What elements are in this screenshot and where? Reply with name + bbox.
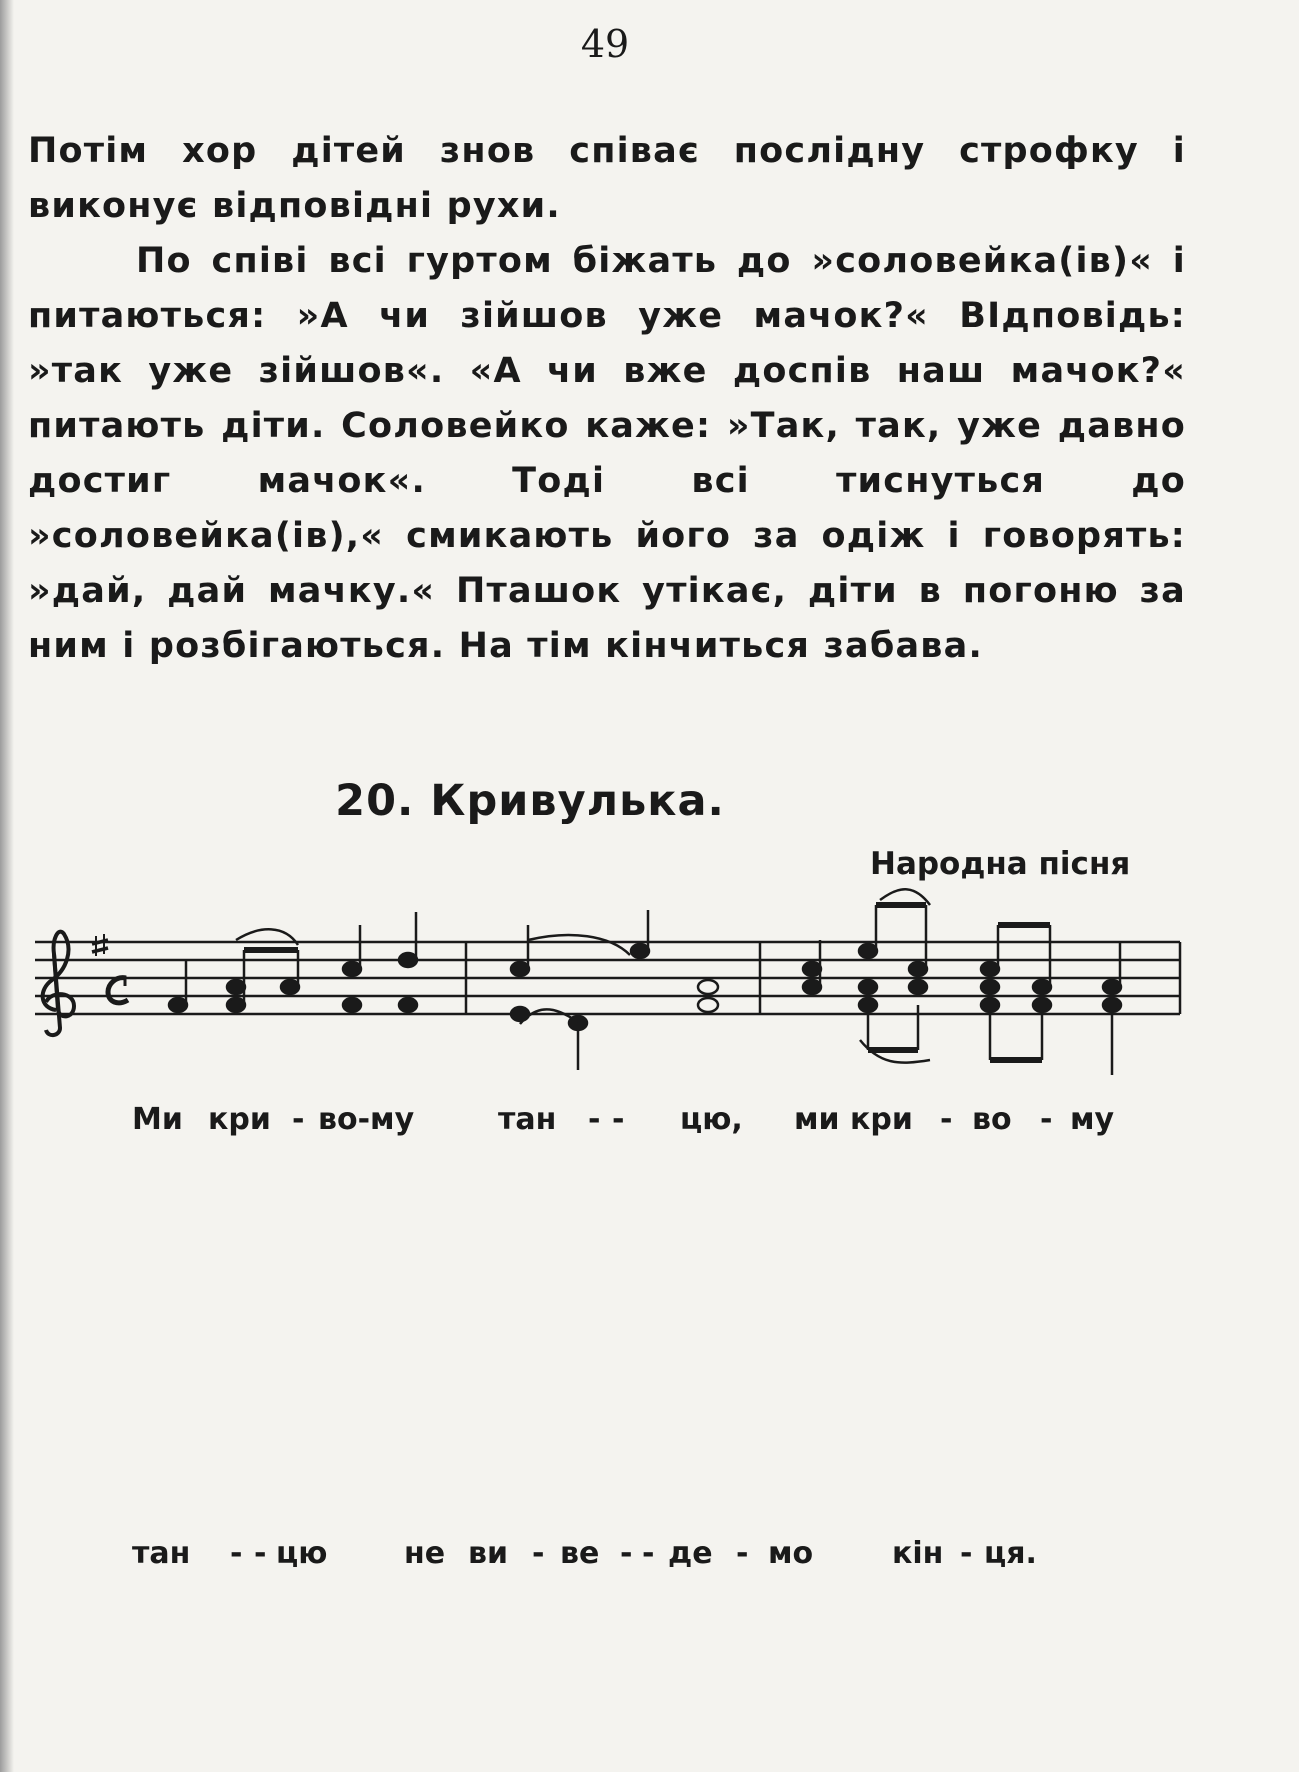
lyric-syllable: -	[1040, 1102, 1053, 1137]
lyric-syllable: -	[620, 1536, 633, 1571]
time-signature	[108, 976, 128, 1003]
lyric-syllable: -	[292, 1102, 305, 1137]
lyric-syllable: де	[668, 1536, 713, 1571]
lyric-syllable: -	[960, 1536, 973, 1571]
song-source: Народна пісня	[870, 846, 1131, 882]
page-number: 49	[580, 22, 630, 66]
lyric-syllable: ви	[468, 1536, 509, 1571]
lyric-syllable: ми	[794, 1102, 840, 1137]
paragraph-1: Потім хор дітей знов співає послідну строфку і виконує відповідні рухи.	[28, 131, 1186, 226]
lyric-syllable: кін	[892, 1536, 944, 1571]
lyric-syllable: -	[254, 1536, 267, 1571]
lyrics-line-1	[120, 1102, 1180, 1148]
song-title: 20. Кривулька.	[335, 776, 725, 826]
sharp-icon	[92, 934, 108, 956]
treble-clef-icon	[43, 932, 74, 1035]
lyric-syllable: кри	[208, 1102, 271, 1137]
lyric-syllable: ця.	[984, 1536, 1037, 1571]
lyric-syllable: тан	[498, 1102, 557, 1137]
lyric-syllable: му	[1070, 1102, 1115, 1137]
lyric-syllable: -	[588, 1102, 601, 1137]
paragraph-2: По співі всі гуртом біжать до »соловейка(ів)« і питаються: »А чи зійшов уже мачок?« ВІдповідь: »так уже зійшов«. «А чи вже доспів наш мачок?« питають діти. Соловейко каже: »Так, так, уже давно достиг мачок«. Тоді всі тиснуться до »соловейка(ів),« смикають його за одіж і говорять: »дай, дай мачку.« Пташок утікає, діти в погоню за ним і розбігаються. На тім кінчиться забава.	[28, 241, 1186, 666]
lyric-syllable: -	[736, 1536, 749, 1571]
lyric-syllable: не	[404, 1536, 446, 1571]
lyric-syllable: во-му	[318, 1102, 415, 1137]
lyric-syllable: -	[532, 1536, 545, 1571]
lyric-syllable: мо	[768, 1536, 814, 1571]
lyric-syllable: -	[230, 1536, 243, 1571]
lyric-syllable: цю,	[680, 1102, 743, 1137]
lyric-syllable: -	[642, 1536, 655, 1571]
lyric-syllable: кри	[850, 1102, 913, 1137]
lyric-syllable: -	[940, 1102, 953, 1137]
lyric-syllable: Ми	[132, 1102, 183, 1137]
staff-system-1-upper	[35, 942, 1180, 1014]
lyric-syllable: во	[972, 1102, 1012, 1137]
lyric-syllable: цю	[276, 1536, 328, 1571]
lyric-syllable: ве	[560, 1536, 600, 1571]
lyric-syllable: -	[612, 1102, 625, 1137]
notes-system-1-upper	[169, 889, 1121, 1075]
lyrics-line-2	[120, 1536, 1180, 1582]
lyric-syllable: тан	[132, 1536, 191, 1571]
